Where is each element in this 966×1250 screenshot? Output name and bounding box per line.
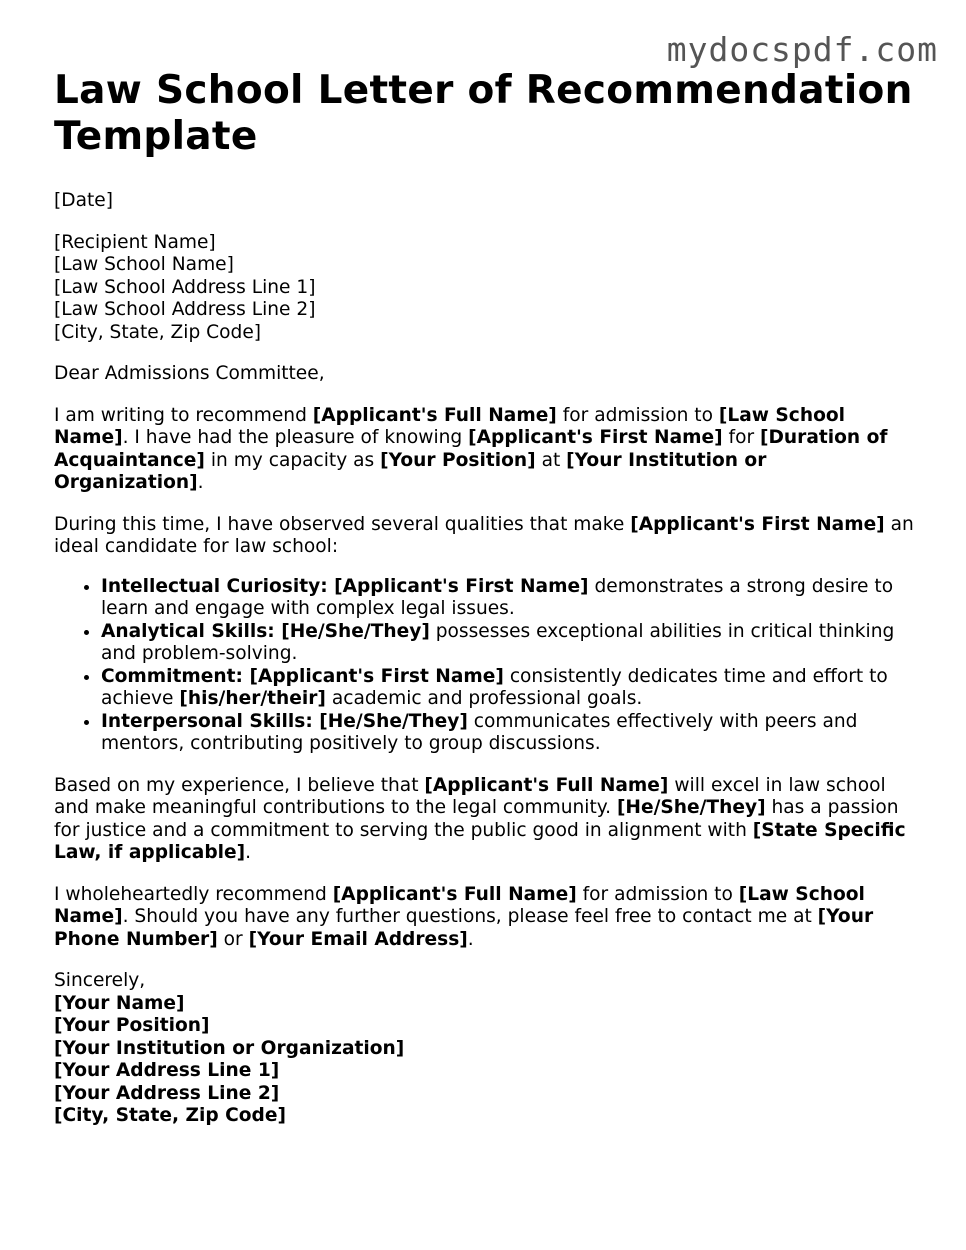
closing-text: or — [217, 928, 249, 950]
experience-text: will excel in law school and make meaningful contributions to the legal community. — [54, 774, 886, 818]
quality-text: academic and professional goals. — [325, 688, 643, 709]
intro-placeholder: [Law School Name] — [54, 404, 845, 448]
intro-text: for admission to — [556, 404, 719, 426]
recipient-address-1: [Law School Address Line 1] — [54, 276, 316, 298]
closing-placeholder: [Applicant's Full Name] — [332, 883, 577, 905]
experience-text: . — [245, 842, 252, 863]
closing-text: I wholeheartedly recommend — [54, 883, 333, 905]
signature-name: [Your Name] — [54, 992, 185, 1014]
qualities-list — [54, 576, 916, 756]
intro-text: . — [197, 472, 204, 493]
date-line: [Date] — [54, 190, 113, 211]
intro-placeholder: [Applicant's First Name] — [468, 427, 723, 448]
quality-text: possesses exceptional abilities in critical thinking and problem-solving. — [101, 620, 895, 664]
experience-text: has a passion for justice and a commitment to serving the public good in alignment with — [54, 797, 899, 841]
intro-paragraph — [54, 405, 916, 495]
closing-text: . Should you have any further questions, please feel free to contact me at — [122, 906, 818, 927]
letter-document — [54, 68, 916, 1147]
signoff: Sincerely, — [54, 970, 146, 991]
intro-placeholder: [Your Institution or Organization] — [54, 449, 767, 493]
quality-placeholder: [his/her/their] — [179, 688, 326, 709]
list-item — [101, 576, 916, 621]
intro-placeholder: [Duration of Acquaintance] — [54, 427, 888, 471]
qualities-intro-placeholder: [Applicant's First Name] — [630, 513, 885, 535]
closing-text: . — [467, 928, 474, 950]
closing-placeholder: [Your Email Address] — [248, 928, 468, 950]
signature-address-1: [Your Address Line 1] — [54, 1060, 280, 1081]
qualities-intro — [54, 514, 916, 559]
experience-placeholder: [Applicant's Full Name] — [424, 774, 669, 796]
intro-text: in my capacity as — [204, 449, 381, 471]
recipient-block — [54, 232, 916, 345]
intro-text: . I have had the pleasure of knowing — [122, 427, 469, 448]
salutation: Dear Admissions Committee, — [54, 363, 325, 384]
signature-city: [City, State, Zip Code] — [54, 1105, 286, 1126]
page-title: Law School Letter of Recommendation Template — [54, 68, 913, 159]
closing-placeholder: [Your Phone Number] — [54, 906, 874, 950]
experience-placeholder: [He/She/They] — [616, 797, 766, 818]
qualities-intro-text: an ideal candidate for law school: — [54, 513, 914, 557]
intro-text: I am writing to recommend — [54, 404, 313, 426]
quality-text: consistently dedicates time and effort to achieve — [101, 665, 888, 709]
intro-placeholder: [Your Position] — [380, 449, 536, 471]
quality-label: Interpersonal Skills: [He/She/They] — [101, 710, 468, 732]
list-item — [101, 621, 916, 666]
quality-label: Intellectual Curiosity: [Applicant's First Name] — [101, 575, 589, 597]
quality-text: demonstrates a strong desire to learn and engage with complex legal issues. — [101, 575, 894, 619]
recipient-name: [Recipient Name] — [54, 231, 216, 253]
intro-text: for — [722, 427, 760, 448]
signature-address-2: [Your Address Line 2] — [54, 1082, 280, 1104]
recipient-city: [City, State, Zip Code] — [54, 321, 262, 343]
list-item — [101, 666, 916, 711]
signature-position: [Your Position] — [54, 1015, 210, 1036]
quality-text: communicates effectively with peers and mentors, contributing positively to group discussions. — [101, 710, 858, 754]
experience-paragraph — [54, 775, 916, 865]
closing-text: for admission to — [576, 883, 739, 905]
watermark: mydocspdf.com — [666, 30, 938, 69]
experience-text: Based on my experience, I believe that — [54, 774, 425, 796]
closing-paragraph — [54, 884, 916, 952]
intro-text: at — [535, 449, 567, 471]
recipient-address-2: [Law School Address Line 2] — [54, 299, 316, 320]
list-item — [101, 711, 916, 756]
quality-label: Commitment: [Applicant's First Name] — [101, 665, 504, 687]
experience-placeholder: [State Specific Law, if applicable] — [54, 819, 906, 863]
quality-label: Analytical Skills: [He/She/They] — [101, 620, 430, 642]
intro-placeholder: [Applicant's Full Name] — [312, 404, 557, 426]
closing-placeholder: [Law School Name] — [54, 883, 865, 927]
signature-institution: [Your Institution or Organization] — [54, 1037, 405, 1059]
signature-block — [54, 970, 916, 1128]
qualities-intro-text: During this time, I have observed several qualities that make — [54, 513, 631, 535]
recipient-school: [Law School Name] — [54, 254, 234, 275]
